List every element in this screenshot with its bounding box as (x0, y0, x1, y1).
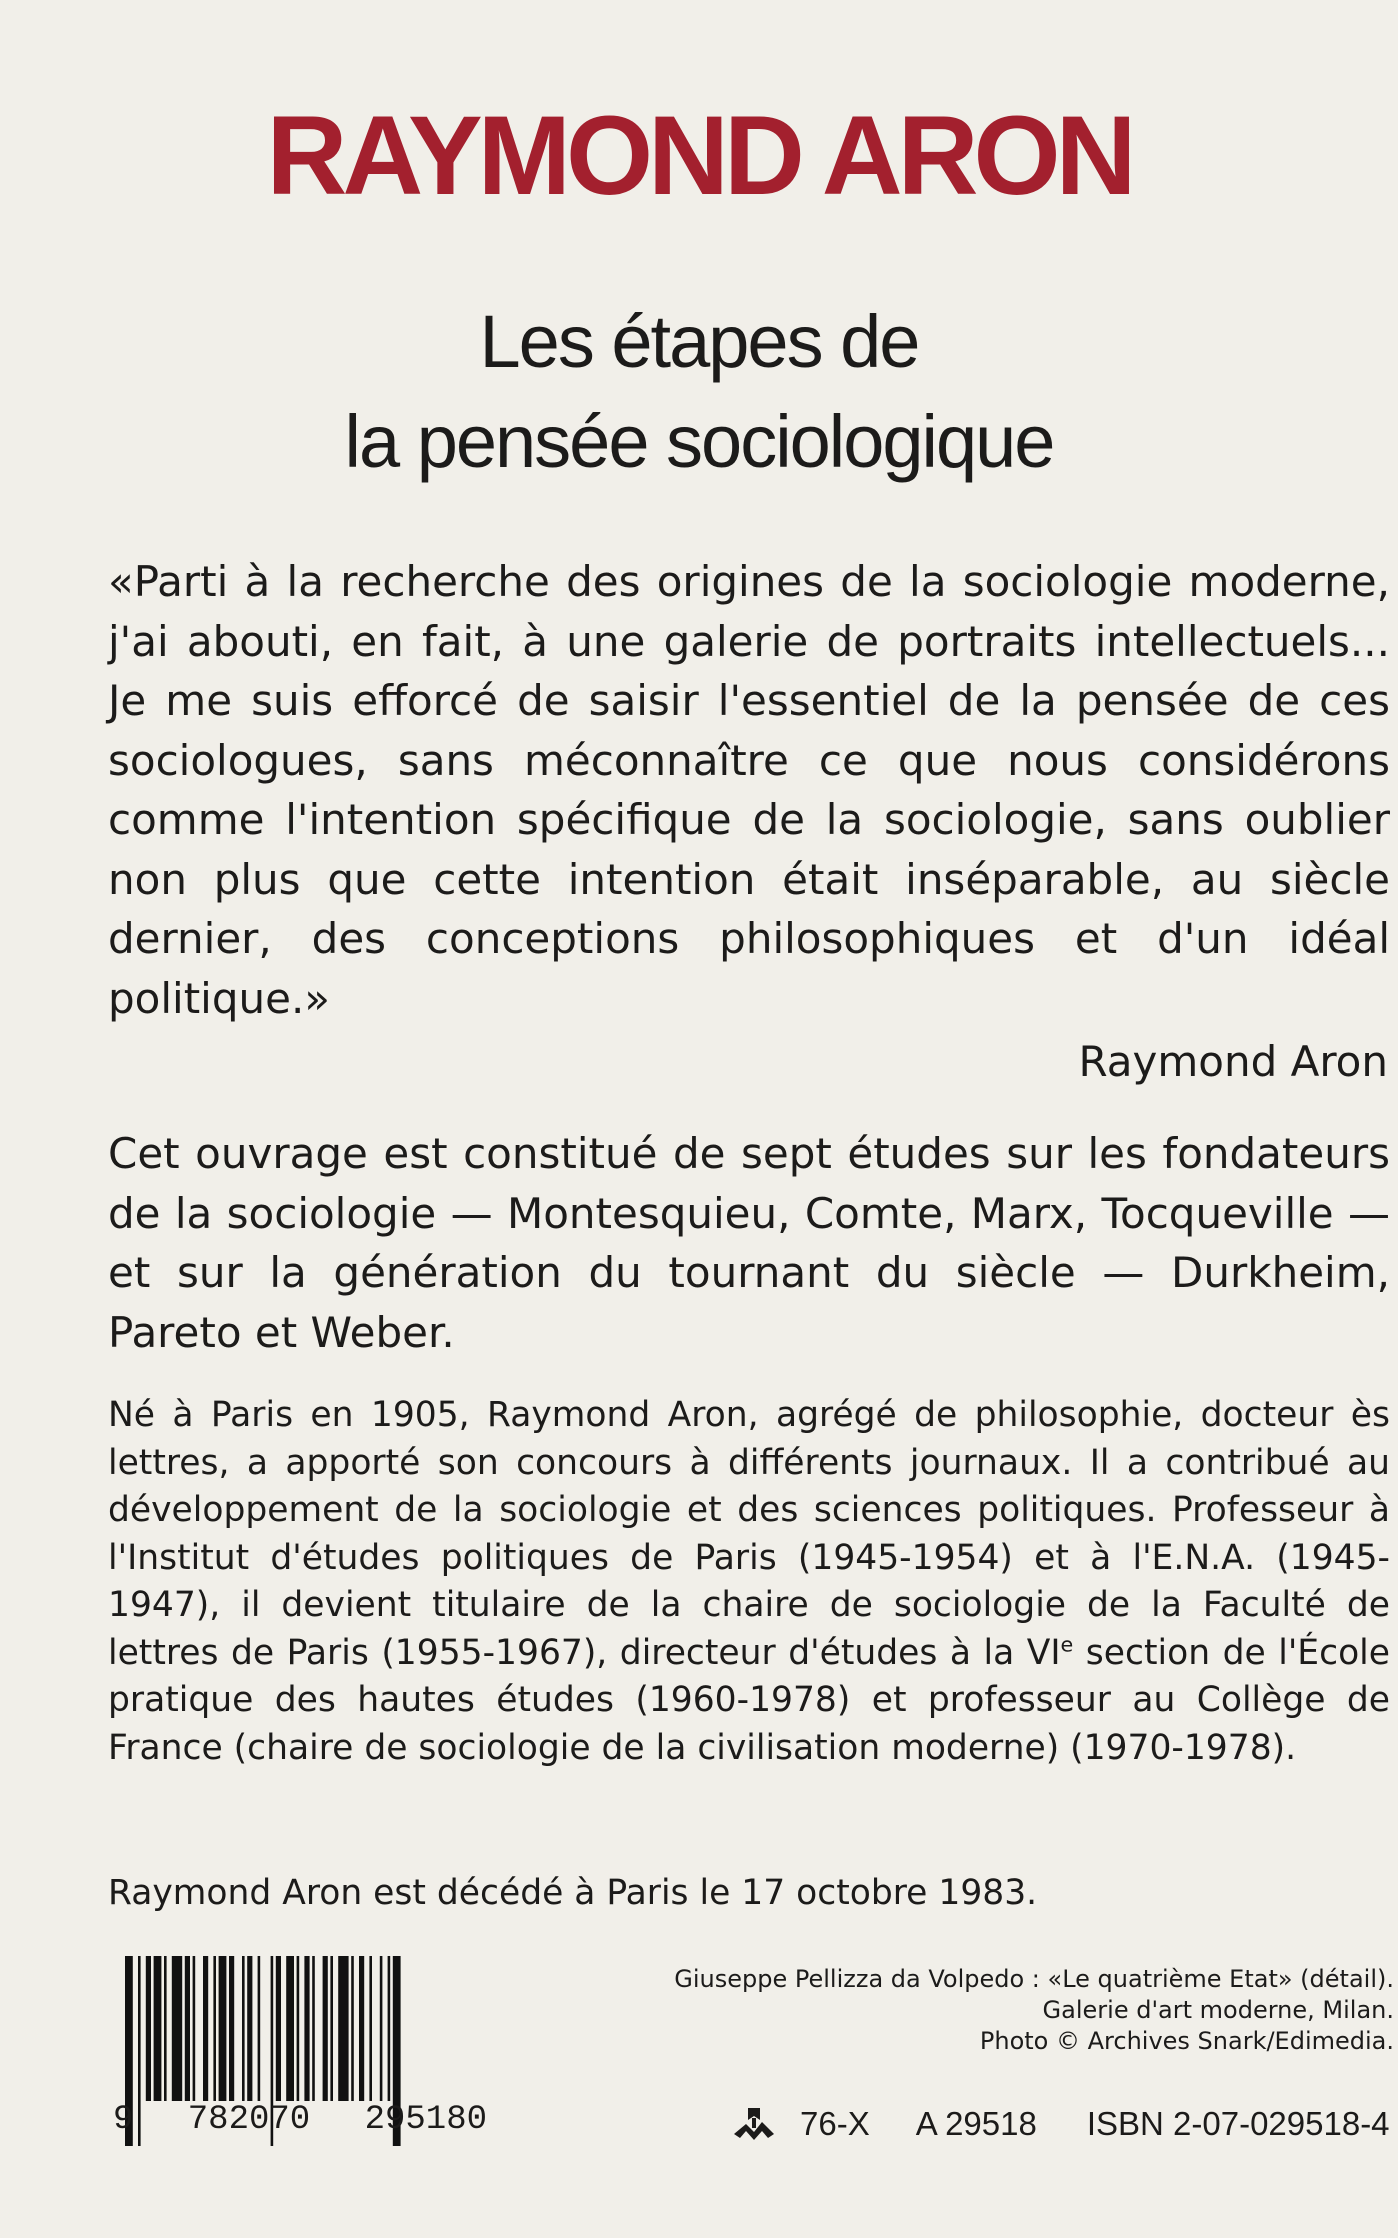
credit-line-2: Galerie d'art moderne, Milan. (1042, 1996, 1394, 2024)
barcode-bar (297, 1956, 300, 2101)
barcode-bar (351, 1956, 354, 2101)
barcode-bar (213, 1956, 216, 2101)
biography-paragraph (108, 1392, 1390, 1772)
barcode-bar (330, 1956, 333, 2101)
barcode-bar (312, 1956, 315, 2101)
barcode-bar (388, 1956, 391, 2101)
barcode-bar (323, 1956, 328, 2101)
title-line-2: la pensée sociologique (344, 400, 1054, 483)
barcode-digits-right: 295180 (364, 2101, 487, 2139)
barcode-bar (242, 1956, 245, 2101)
bio-superscript: e (1060, 1632, 1074, 1656)
barcode-bar (359, 1956, 364, 2101)
barcode-bar (286, 1956, 294, 2101)
series-code: 76-X (800, 2105, 870, 2142)
barcode-bar (154, 1956, 162, 2101)
barcode-bar (338, 1956, 348, 2101)
barcode-bar (203, 1956, 208, 2101)
barcode-bar (380, 1956, 383, 2101)
book-title (0, 292, 1398, 492)
publisher-logo-icon (728, 2104, 780, 2144)
bio-text-start: Né à Paris en 1905, Raymond Aron, agrégé de philosophie, docteur ès lettres, a apporté son concours à différents journaux. Il a contribué au développement de la sociologie et des sciences politiques. Professeur à l'Institut d'études politiques de Paris (1945-1954) et à l'E.N.A. (1945-1947), il devient titulaire de la chaire de sociologie de la Faculté de lettres de Paris (1955-1967), directeur d'études à la VI (108, 1395, 1390, 1673)
reference-code: A 29518 (915, 2105, 1037, 2142)
quote-attribution: Raymond Aron (1078, 1037, 1388, 1086)
barcode-bar (247, 1956, 252, 2101)
quote-paragraph: «Parti à la recherche des origines de la sociologie moderne, j'ai abouti, en fait, à une galerie de portraits intellectuels... Je me suis efforcé de saisir l'essentiel de la pensée de ces sociologues, sans méconnaître ce que nous considérons comme l'intention spécifique de la sociologie, sans oublier non plus que cette intention était inséparable, au siècle dernier, des conceptions philosophiques et d'un idéal politique.» (108, 557, 1390, 1023)
barcode-bar (185, 1956, 190, 2101)
title-line-1: Les étapes de (479, 300, 919, 383)
barcode-bar (276, 1956, 281, 2101)
barcode-bar (258, 1956, 261, 2101)
barcode-bar (229, 1956, 234, 2101)
isbn-code: ISBN 2-07-029518-4 (1086, 2105, 1390, 2142)
barcode-digits-left: 782070 (187, 2101, 311, 2139)
barcode-bar (304, 1956, 309, 2101)
credit-line-3: Photo © Archives Snark/Edimedia. (979, 2027, 1394, 2055)
barcode-digit-first: 9 (113, 2101, 134, 2139)
bio-text-end: section de l'École pratique des hautes études (1960-1978) et professeur au Collège de France (chaire de sociologie de la civilisation moderne) (1970-1978). (108, 1632, 1390, 1768)
barcode-bar (164, 1956, 167, 2101)
barcode-bar (172, 1956, 182, 2101)
barcode-bar (146, 1956, 151, 2101)
barcode-bar (193, 1956, 196, 2101)
barcode-bar (369, 1956, 372, 2101)
catalog-codes (728, 2104, 1394, 2144)
author-name: RAYMOND ARON (266, 93, 1132, 218)
barcode-bar (219, 1956, 227, 2101)
photo-credit (674, 1964, 1394, 2057)
barcode-digits (113, 2101, 487, 2139)
credit-line-1: Giuseppe Pellizza da Volpedo : «Le quatrième Etat» (détail). (674, 1965, 1394, 1993)
death-note: Raymond Aron est décédé à Paris le 17 octobre 1983. (108, 1873, 1038, 1913)
summary-paragraph: Cet ouvrage est constitué de sept études sur les fondateurs de la sociologie — Montesquieu, Comte, Marx, Tocqueville — et sur la génération du tournant du siècle — Durkheim, Pareto et Weber. (108, 1129, 1390, 1357)
